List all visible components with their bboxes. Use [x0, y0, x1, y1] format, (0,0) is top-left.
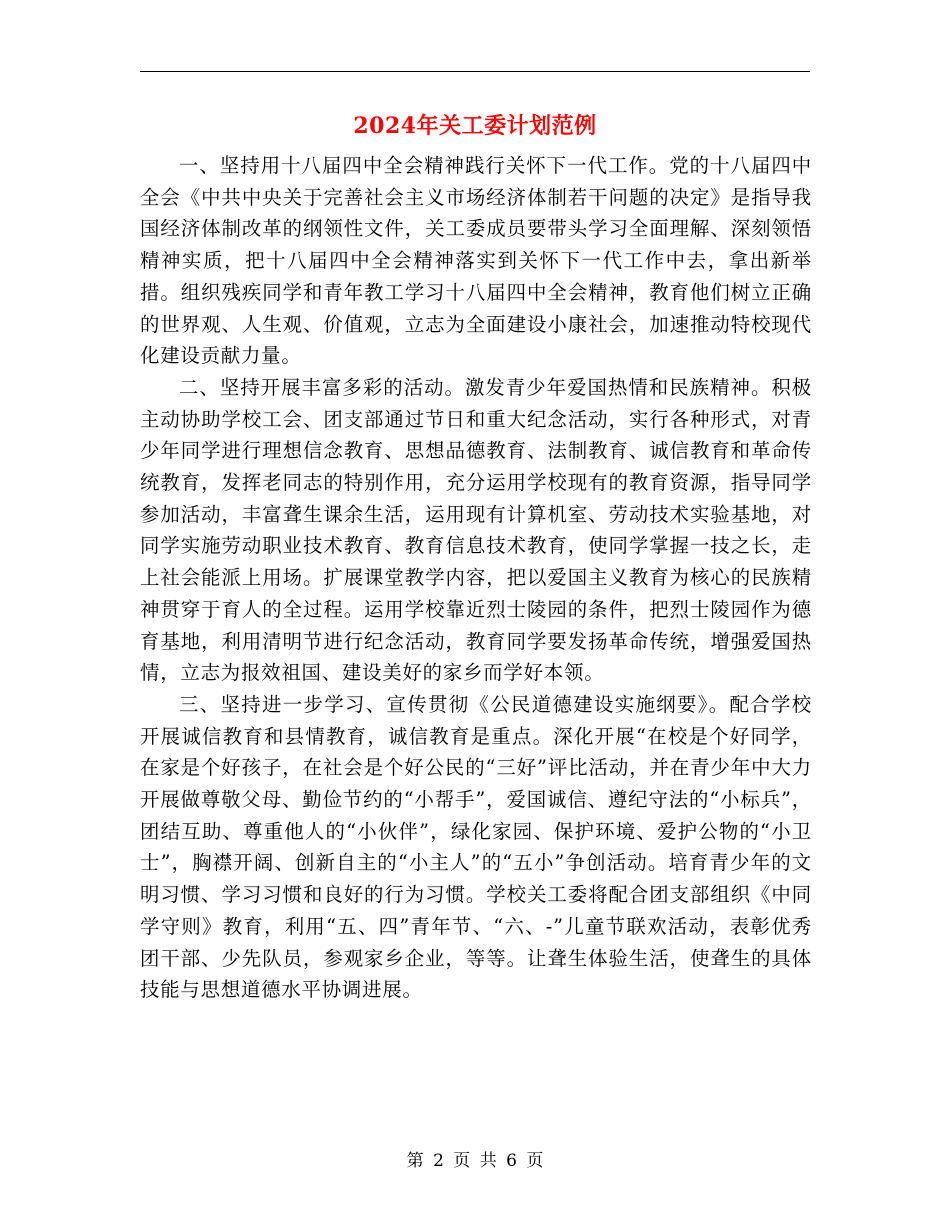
paragraph-3: 三、坚持进一步学习、宣传贯彻《公民道德建设实施纲要》。配合学校开展诚信教育和县情教育，诚信教育是重点。深化开展“在校是个好同学，在家是个好孩子，在社会是个好公民的“三好”评比活动，并在青少年中大力开展做尊敬父母、勤俭节约的“小帮手”，爱国诚信、遵纪守法的“小标兵”，团结互助、尊重他人的“小伙伴”，绿化家园、保护环境、爱护公物的“小卫士”，胸襟开阔、创新自主的“小主人”的“五小”争创活动。培育青少年的文明习惯、学习习惯和良好的行为习惯。学校关工委将配合团支部组织《中同学守则》教育，利用“五、四”青年节、“六、-”儿童节联欢活动，表彰优秀团干部、少先队员，参观家乡企业，等等。让聋生体验生活，使聋生的具体技能与思想道德水平协调进展。: [140, 692, 812, 1002]
paragraph-2: 二、坚持开展丰富多彩的活动。激发青少年爱国热情和民族精神。积极主动协助学校工会、团支部通过节日和重大纪念活动，实行各种形式，对青少年同学进行理想信念教育、思想品德教育、法制教育、诚信教育和革命传统教育，发挥老同志的特别作用，充分运用学校现有的教育资源，指导同学参加活动，丰富聋生课余生活，运用现有计算机室、劳动技术实验基地，对同学实施劳动职业技术教育、教育信息技术教育，使同学掌握一技之长，走上社会能派上用场。扩展课堂教学内容，把以爱国主义教育为核心的民族精神贯穿于育人的全过程。运用学校靠近烈士陵园的条件，把烈士陵园作为德育基地，利用清明节进行纪念活动，教育同学要发扬革命传统，增强爱国热情，立志为报效祖国、建设美好的家乡而学好本领。: [140, 375, 812, 685]
document-title: 2024年关工委计划范例: [353, 113, 597, 139]
document-body: [140, 150, 812, 1006]
header-rule: [140, 71, 810, 72]
page-number: 第 2 页 共 6 页: [406, 1151, 544, 1171]
paragraph-1: 一、坚持用十八届四中全会精神践行关怀下一代工作。党的十八届四中全会《中共中央关于完善社会主义市场经济体制若干问题的决定》是指导我国经济体制改革的纲领性文件，关工委成员要带头学习全面理解、深刻领悟精神实质，把十八届四中全会精神落实到关怀下一代工作中去，拿出新举措。组织残疾同学和青年教工学习十八届四中全会精神，教育他们树立正确的世界观、人生观、价值观，立志为全面建设小康社会，加速推动特校现代化建设贡献力量。: [140, 154, 812, 368]
